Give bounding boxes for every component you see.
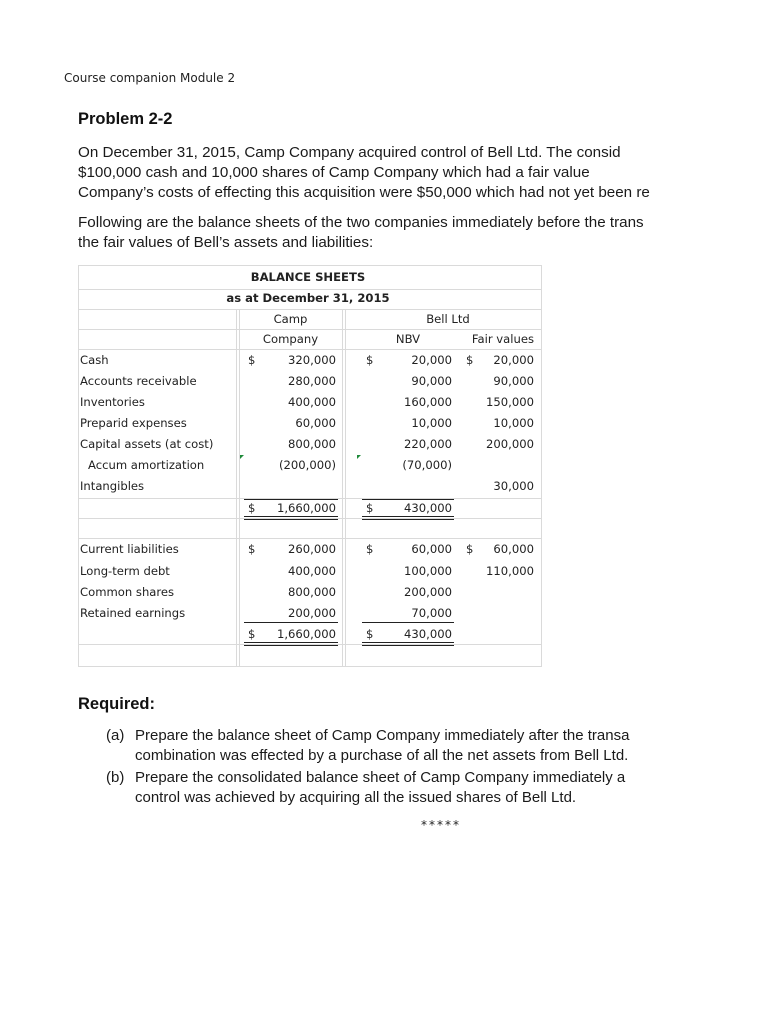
camp-value: 260,000 [288, 542, 336, 556]
column-header-company: Company [262, 332, 319, 346]
problem-title: Problem 2-2 [78, 110, 173, 128]
item-label: (b) [106, 769, 125, 786]
bell-nbv-value: 90,000 [411, 374, 452, 388]
required-heading: Required: [78, 695, 156, 713]
camp-value: 800,000 [288, 437, 336, 451]
dollar-sign: $ [248, 353, 256, 367]
total-underline [362, 499, 454, 500]
item-label: (a) [106, 727, 125, 744]
bell-nbv-value: 200,000 [404, 585, 452, 599]
intro-line: Following are the balance sheets of the two companies immediately before the trans [78, 214, 644, 231]
camp-total-liabilities: 1,660,000 [276, 627, 336, 641]
table-subtitle: as at December 31, 2015 [226, 291, 390, 305]
bell-nbv-value: 20,000 [411, 353, 452, 367]
dollar-sign: $ [366, 542, 374, 556]
dollar-sign: $ [366, 627, 374, 641]
bell-total-assets: 430,000 [404, 501, 452, 515]
row-label-current-liabilities: Current liabilities [80, 542, 179, 556]
total-double-underline [362, 516, 454, 520]
row-label-intangibles: Intangibles [80, 479, 145, 493]
row-label-cash: Cash [80, 353, 109, 367]
bell-fair-value: 110,000 [486, 564, 534, 578]
total-underline [244, 622, 338, 623]
document-header: Course companion Module 2 [64, 71, 236, 85]
total-double-underline [244, 642, 338, 646]
bell-fair-value: 90,000 [493, 374, 534, 388]
dollar-sign: $ [466, 353, 474, 367]
row-label-long-term-debt: Long-term debt [80, 564, 170, 578]
item-line: combination was effected by a purchase of all the net assets from Bell Ltd. [135, 747, 629, 764]
camp-value: 280,000 [288, 374, 336, 388]
bell-fair-value: 30,000 [493, 479, 534, 493]
bell-fair-value: 10,000 [493, 416, 534, 430]
error-indicator-icon [357, 455, 361, 459]
total-underline [362, 622, 454, 623]
intro-line: the fair values of Bell’s assets and liabilities: [78, 234, 374, 251]
column-header-bell: Bell Ltd [426, 312, 470, 326]
total-double-underline [244, 516, 338, 520]
item-line: Prepare the consolidated balance sheet of Camp Company immediately a [135, 769, 626, 786]
balance-sheet-table [78, 265, 542, 667]
end-marker: ***** [421, 818, 461, 832]
column-header-fair-values: Fair values [471, 332, 534, 346]
dollar-sign: $ [248, 542, 256, 556]
item-line: control was achieved by acquiring all the issued shares of Bell Ltd. [135, 789, 577, 806]
error-indicator-icon [240, 455, 244, 459]
intro-line: On December 31, 2015, Camp Company acquired control of Bell Ltd. The consid [78, 144, 621, 161]
camp-value: 320,000 [288, 353, 336, 367]
bell-total-liabilities: 430,000 [404, 627, 452, 641]
dollar-sign: $ [366, 353, 374, 367]
row-label-prepaid-expenses: Preparid expenses [80, 416, 187, 430]
intro-line: $100,000 cash and 10,000 shares of Camp Company which had a fair value [78, 164, 590, 181]
row-label-capital-assets: Capital assets (at cost) [80, 437, 214, 451]
required-item-a [106, 726, 669, 766]
dollar-sign: $ [248, 627, 256, 641]
bell-nbv-value: 100,000 [404, 564, 452, 578]
row-label-accum-amortization: Accum amortization [88, 458, 205, 472]
intro-paragraph [78, 143, 669, 203]
intro-line: Company’s costs of effecting this acquisition were $50,000 which had not yet been re [78, 184, 650, 201]
bell-fair-value: 200,000 [486, 437, 534, 451]
total-underline [244, 499, 338, 500]
balance-sheet-intro [78, 213, 669, 253]
row-label-inventories: Inventories [80, 395, 145, 409]
row-label-common-shares: Common shares [80, 585, 175, 599]
camp-value: 400,000 [288, 564, 336, 578]
table-title: BALANCE SHEETS [250, 270, 366, 284]
dollar-sign: $ [248, 501, 256, 515]
camp-value: 60,000 [295, 416, 336, 430]
camp-value: 800,000 [288, 585, 336, 599]
bell-fair-value: 20,000 [493, 353, 534, 367]
bell-nbv-value: (70,000) [402, 458, 452, 472]
camp-total-assets: 1,660,000 [276, 501, 336, 515]
camp-value: (200,000) [279, 458, 336, 472]
bell-nbv-value: 220,000 [404, 437, 452, 451]
bell-nbv-value: 160,000 [404, 395, 452, 409]
item-line: Prepare the balance sheet of Camp Company immediately after the transa [135, 727, 630, 744]
bell-fair-value: 150,000 [486, 395, 534, 409]
bell-nbv-value: 10,000 [411, 416, 452, 430]
bell-nbv-value: 70,000 [411, 606, 452, 620]
dollar-sign: $ [366, 501, 374, 515]
dollar-sign: $ [466, 542, 474, 556]
bell-nbv-value: 60,000 [411, 542, 452, 556]
column-header-nbv: NBV [395, 332, 421, 346]
camp-value: 200,000 [288, 606, 336, 620]
total-double-underline [362, 642, 454, 646]
bell-fair-value: 60,000 [493, 542, 534, 556]
required-item-b [106, 768, 669, 808]
row-label-retained-earnings: Retained earnings [80, 606, 186, 620]
column-header-camp: Camp [273, 312, 308, 326]
camp-value: 400,000 [288, 395, 336, 409]
row-label-accounts-receivable: Accounts receivable [80, 374, 197, 388]
